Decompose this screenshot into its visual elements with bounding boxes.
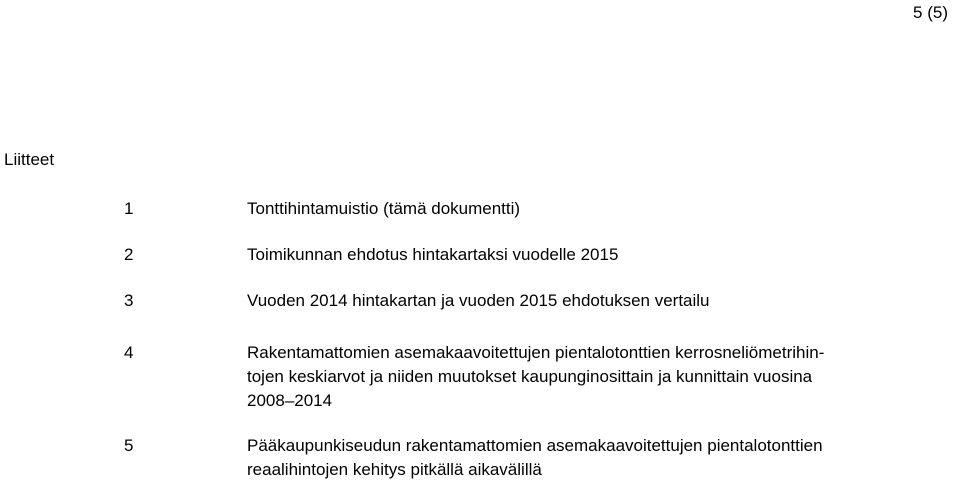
appendix-number: 1 xyxy=(124,199,134,218)
page-number: 5 (5) xyxy=(913,3,948,22)
appendix-title: Toimikunnan ehdotus hintakartaksi vuodelle 2015 xyxy=(247,245,619,264)
appendix-number: 2 xyxy=(124,245,134,264)
appendix-title: Vuoden 2014 hintakartan ja vuoden 2015 ehdotuksen vertailu xyxy=(247,291,710,310)
appendix-number: 4 xyxy=(124,343,134,362)
appendix-title: Rakentamattomien asemakaavoitettujen pientalotonttien kerrosneliömetrihin- tojen keskiarvot ja niiden muutokset kaupunginosittain ja kunnittain vuosina 2008–2014 xyxy=(247,343,825,410)
appendix-title: Tonttihintamuistio (tämä dokumentti) xyxy=(247,199,521,218)
appendix-number: 5 xyxy=(124,436,134,455)
appendix-title: Pääkaupunkiseudun rakentamattomien asemakaavoitettujen pientalotonttien reaalihintojen kehitys pitkällä aikavälillä xyxy=(247,436,823,479)
section-heading: Liitteet xyxy=(4,150,55,169)
appendix-number: 3 xyxy=(124,291,134,310)
